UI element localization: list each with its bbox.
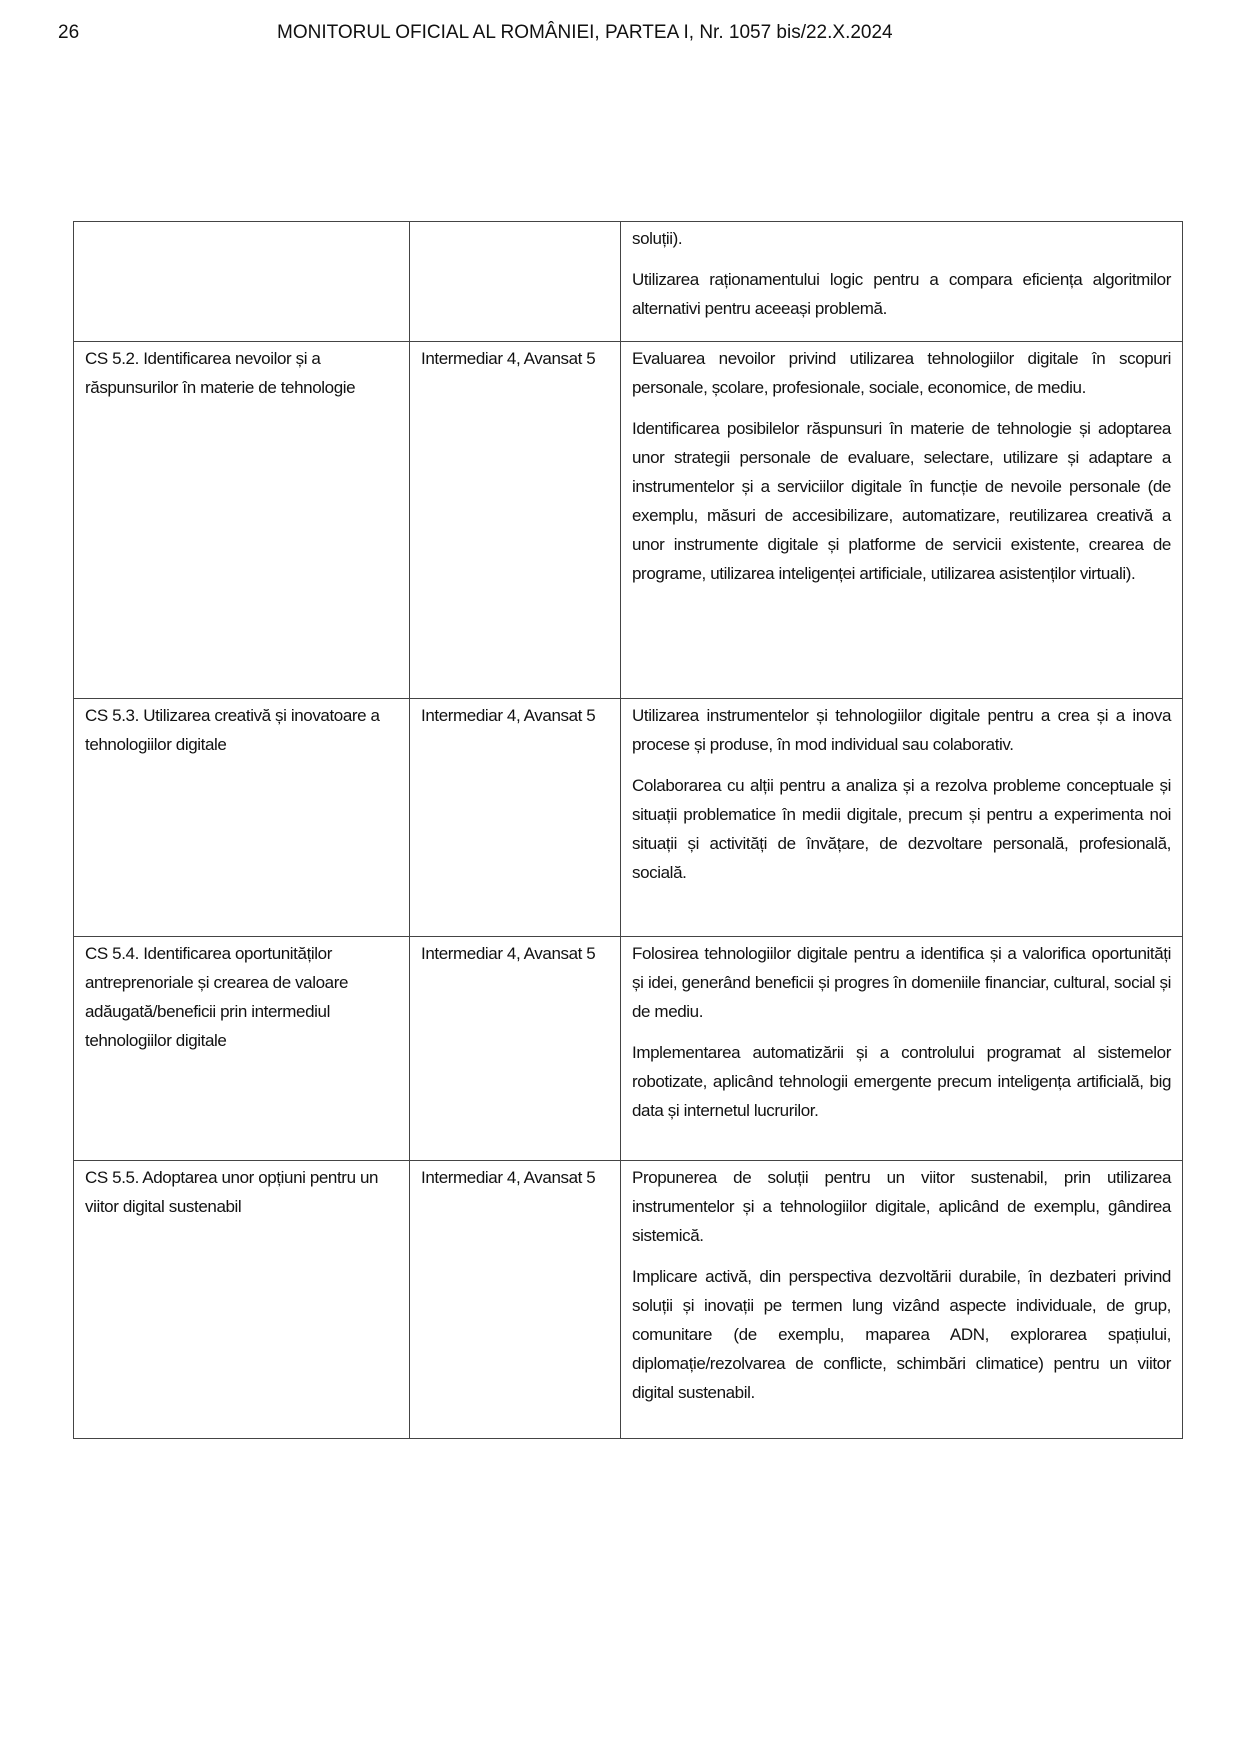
competence-cell: CS 5.5. Adoptarea unor opțiuni pentru un viitor digital sustenabil (74, 1161, 410, 1439)
activity-paragraph: soluții). (632, 229, 683, 248)
page-number: 26 (58, 22, 80, 43)
page-header-title: MONITORUL OFICIAL AL ROMÂNIEI, PARTEA I, Nr. 1057 bis/22.X.2024 (277, 22, 893, 43)
activities-cell (621, 699, 1183, 937)
level-cell (410, 222, 621, 342)
competences-table (73, 221, 1183, 1439)
activity-paragraph: Implementarea automatizării și a controlului programat al sistemelor robotizate, aplicând tehnologii emergente precum inteligența artificială, big data și internetul lucrurilor. (632, 1043, 1171, 1120)
activity-paragraph: Utilizarea instrumentelor și tehnologiilor digitale pentru a crea și a inova procese și produse, în mod individual sau colaborativ. (632, 706, 1171, 754)
table-row (74, 1161, 1183, 1439)
activities-cell (621, 1161, 1183, 1439)
table-row (74, 699, 1183, 937)
activities-cell (621, 937, 1183, 1161)
competence-cell (74, 222, 410, 342)
activity-paragraph: Identificarea posibilelor răspunsuri în materie de tehnologie și adoptarea unor strategii personale de evaluare, selectare, utilizare și adaptare a instrumentelor și a serviciilor digitale în funcție de nevoile personale (de exemplu, măsuri de accesibilizare, automatizare, reutilizarea creativă a unor instrumente digitale și platforme de servicii existente, crearea de programe, utilizarea inteligenței artificiale, utilizarea asistenților virtuali). (632, 419, 1171, 583)
level-cell: Intermediar 4, Avansat 5 (410, 1161, 621, 1439)
activity-paragraph: Implicare activă, din perspectiva dezvoltării durabile, în dezbateri privind soluții și inovații pe termen lung vizând aspecte individuale, de grup, comunitare (de exemplu, maparea ADN, explorarea spațiului, diplomație/rezolvarea de conflicte, schimbări climatice) pentru un viitor digital sustenabil. (632, 1267, 1171, 1402)
competence-cell: CS 5.4. Identificarea oportunităților antreprenoriale și crearea de valoare adăugată/beneficii prin intermediul tehnologiilor digitale (74, 937, 410, 1161)
level-cell: Intermediar 4, Avansat 5 (410, 937, 621, 1161)
activity-paragraph: Folosirea tehnologiilor digitale pentru a identifica și a valorifica oportunități și idei, generând beneficii și progres în domeniile financiar, cultural, social și de mediu. (632, 944, 1171, 1021)
competence-cell: CS 5.2. Identificarea nevoilor și a răspunsurilor în materie de tehnologie (74, 342, 410, 699)
competence-cell: CS 5.3. Utilizarea creativă și inovatoare a tehnologiilor digitale (74, 699, 410, 937)
activity-paragraph: Utilizarea raționamentului logic pentru a compara eficiența algoritmilor alternativi pentru aceeași problemă. (632, 270, 1171, 318)
table-row (74, 222, 1183, 342)
activity-paragraph: Evaluarea nevoilor privind utilizarea tehnologiilor digitale în scopuri personale, școlare, profesionale, sociale, economice, de mediu. (632, 349, 1171, 397)
activities-cell (621, 222, 1183, 342)
table-row (74, 937, 1183, 1161)
table-row (74, 342, 1183, 699)
activity-paragraph: Propunerea de soluții pentru un viitor sustenabil, prin utilizarea instrumentelor și a tehnologiilor digitale, aplicând de exemplu, gândirea sistemică. (632, 1168, 1171, 1245)
level-cell: Intermediar 4, Avansat 5 (410, 342, 621, 699)
activities-cell (621, 342, 1183, 699)
level-cell: Intermediar 4, Avansat 5 (410, 699, 621, 937)
activity-paragraph: Colaborarea cu alții pentru a analiza și a rezolva probleme conceptuale și situații problematice în medii digitale, precum și pentru a experimenta noi situații și activități de învățare, de dezvoltare personală, profesională, socială. (632, 776, 1171, 882)
